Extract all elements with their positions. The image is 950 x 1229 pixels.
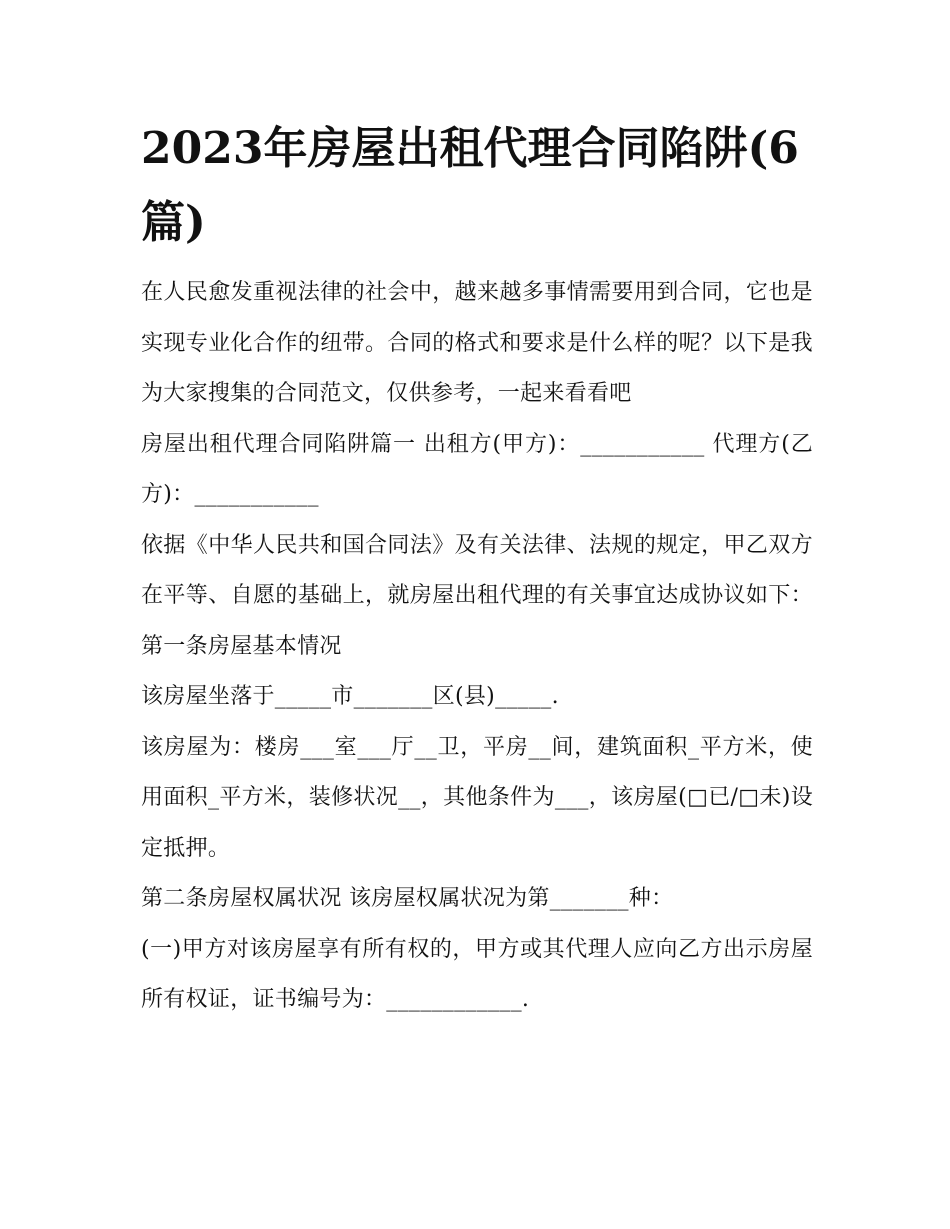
intro-paragraph: 在人民愈发重视法律的社会中，越来越多事情需要用到合同，它也是实现专业化合作的纽带。合同的格式和要求是什么样的呢？以下是我为大家搜集的合同范文，仅供参考，一起来看看吧: [141, 280, 813, 406]
parties-paragraph: 房屋出租代理合同陷阱篇一 出租方(甲方)：___________ 代理方(乙方)：___________: [141, 431, 813, 507]
basis-paragraph: 依据《中华人民共和国合同法》及有关法律、法规的规定，甲乙双方在平等、自愿的基础上，就房屋出租代理的有关事宜达成协议如下： 第一条房屋基本情况: [141, 532, 813, 659]
ownership-status-paragraph: 第二条房屋权属状况 该房屋权属状况为第_______种：: [141, 886, 674, 911]
document-page: [141, 112, 813, 1026]
document-title: 2023年房屋出租代理合同陷阱(6篇): [141, 123, 799, 248]
property-details-paragraph: 该房屋为：楼房___室___厅__卫，平房__间，建筑面积_平方米，使用面积_平方米，装修状况__，其他条件为___，该房屋(□已/□未)设定抵押。: [141, 734, 813, 861]
ownership-clause-paragraph: (一)甲方对该房屋享有所有权的，甲方或其代理人应向乙方出示房屋所有权证，证书编号为：____________.: [141, 936, 813, 1012]
location-paragraph: 该房屋坐落于_____市_______区(县)_____.: [141, 684, 559, 709]
